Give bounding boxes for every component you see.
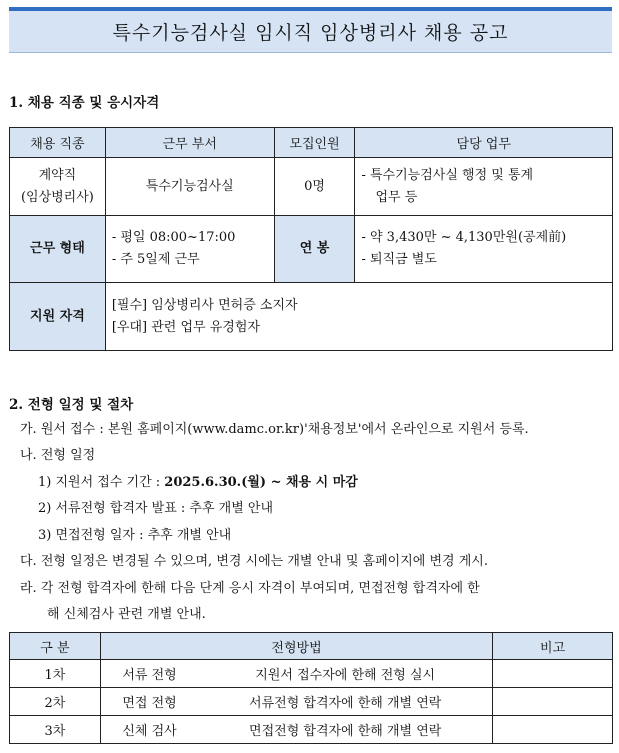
item-ra-line1: 라. 각 전형 합격자에 한해 다음 단계 응시 자격이 부여되며, 면접전형 합격자에 한 — [20, 581, 480, 596]
table-row — [10, 660, 613, 688]
table-row — [10, 688, 613, 716]
qualification-label: 지원 자격 — [10, 283, 106, 351]
recruitment-table — [9, 127, 613, 351]
note-cell — [493, 688, 613, 716]
table-header-row — [10, 633, 613, 660]
header-headcount: 모집인원 — [274, 128, 355, 158]
note-cell — [493, 660, 613, 688]
table-row — [10, 158, 613, 216]
title-banner — [9, 7, 612, 53]
item-da: 다. 전형 일정은 변경될 수 있으며, 변경 시에는 개별 안내 및 홈페이지에 변경 게시. — [20, 554, 488, 569]
qualification-cell — [105, 283, 612, 351]
header-duties: 담당 업무 — [355, 128, 613, 158]
qual-line1: [필수] 임상병리사 면허증 소지자 — [111, 297, 298, 313]
item-na: 나. 전형 일정 — [20, 448, 96, 463]
header-note: 비고 — [493, 633, 613, 660]
schedule-item-1-date: 2025.6.30.(월) ~ 채용 시 마감 — [164, 475, 358, 490]
department-cell: 특수기능검사실 — [105, 158, 274, 216]
salary-line1: - 약 3,430만 ~ 4,130만원(공제前) — [361, 230, 567, 245]
work-form-label: 근무 형태 — [10, 216, 106, 283]
selection-process-table — [9, 632, 613, 744]
duties-cell — [355, 158, 613, 216]
table-row — [10, 716, 613, 744]
salary-line2: - 퇴직금 별도 — [361, 252, 437, 267]
table-row — [10, 283, 613, 351]
method-cell: 신체 검사 — [100, 716, 198, 744]
desc-cell: 지원서 접수자에 한해 전형 실시 — [198, 660, 492, 688]
job-type-line1: 계약직 — [38, 167, 77, 183]
method-cell: 면접 전형 — [100, 688, 198, 716]
header-step: 구 분 — [10, 633, 101, 660]
section2-heading: 2. 전형 일정 및 절차 — [9, 397, 134, 413]
section1-heading: 1. 채용 직종 및 응시자격 — [9, 95, 160, 111]
salary-cell — [355, 216, 613, 283]
work-line2: - 주 5일제 근무 — [111, 252, 200, 267]
job-type-line2: (임상병리사) — [20, 189, 94, 205]
desc-cell: 서류전형 합격자에 한해 개별 연락 — [198, 688, 492, 716]
desc-cell: 면접전형 합격자에 한해 개별 연락 — [198, 716, 492, 744]
headcount-cell: 0명 — [274, 158, 355, 216]
method-cell: 서류 전형 — [100, 660, 198, 688]
schedule-item-1-label: 1) 지원서 접수 기간 : — [38, 475, 165, 490]
step-cell: 1차 — [10, 660, 101, 688]
schedule-item-1 — [38, 471, 358, 490]
header-department: 근무 부서 — [105, 128, 274, 158]
item-ga: 가. 원서 접수 : 본원 홈페이지(www.damc.or.kr)'채용정보'에서 온라인으로 지원서 등록. — [20, 422, 529, 437]
duty-line1: - 특수기능검사실 행정 및 통계 — [361, 167, 534, 183]
table-header-row — [10, 128, 613, 158]
work-form-cell — [105, 216, 274, 283]
header-method: 전형방법 — [100, 633, 492, 660]
qual-line2: [우대] 관련 업무 유경험자 — [111, 319, 260, 335]
schedule-item-3: 3) 면접전형 일자 : 추후 개별 안내 — [38, 528, 232, 543]
item-ra-line2: 해 신체검사 관련 개별 안내. — [47, 607, 206, 622]
salary-label: 연 봉 — [274, 216, 355, 283]
step-cell: 2차 — [10, 688, 101, 716]
note-cell — [493, 716, 613, 744]
job-type-cell — [10, 158, 106, 216]
step-cell: 3차 — [10, 716, 101, 744]
duty-line2: 업무 등 — [375, 189, 418, 205]
page-title: 특수기능검사실 임시직 임상병리사 채용 공고 — [112, 22, 509, 44]
table-row — [10, 216, 613, 283]
schedule-item-2: 2) 서류전형 합격자 발표 : 추후 개별 안내 — [38, 501, 274, 516]
header-job-type: 채용 직종 — [10, 128, 106, 158]
work-line1: - 평일 08:00~17:00 — [111, 230, 236, 245]
